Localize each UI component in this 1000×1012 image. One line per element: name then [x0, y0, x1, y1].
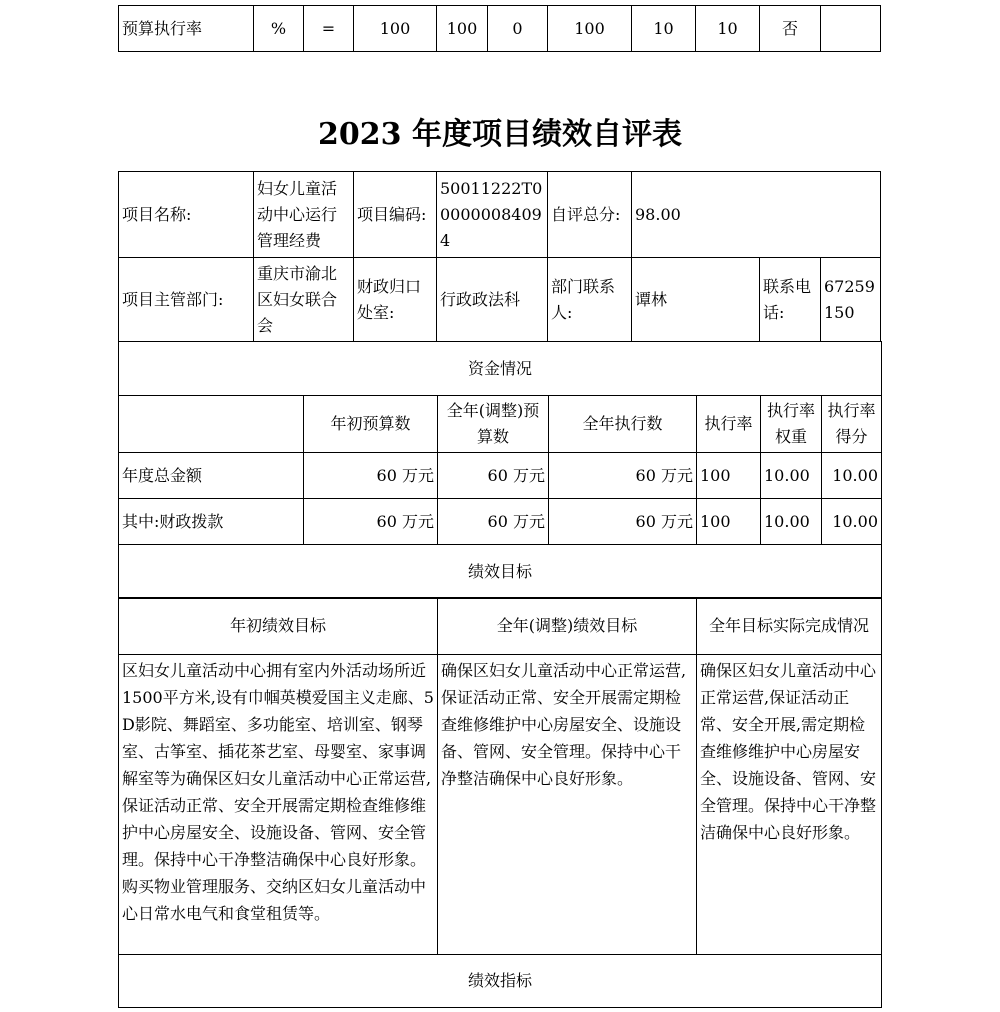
score-value: 98.00 — [632, 172, 881, 258]
indicators-section-header: 绩效指标 — [119, 955, 882, 1008]
goals-adjusted-text: 确保区妇女儿童活动中心正常运营,保证活动正常、安全开展需定期检查维修维护中心房屋安全、设施设备、管网、安全管理。保持中心干净整洁确保中心良好形象。 — [438, 655, 697, 955]
table-row — [119, 396, 882, 453]
goals-actual-text: 确保区妇女儿童活动中心正常运营,保证活动正常、安全开展,需定期检查维修维护中心房屋安全、设施设备、管网、安全管理。保持中心干净整洁确保中心良好形象。 — [697, 655, 882, 955]
previous-indicator-table — [118, 5, 881, 52]
finance-label: 财政归口处室: — [354, 258, 437, 343]
goals-section-header: 绩效目标 — [119, 545, 882, 599]
contact-label: 部门联系人: — [548, 258, 632, 343]
goals-header-initial: 年初绩效目标 — [119, 598, 438, 655]
page-title: 2023 年度项目绩效自评表 — [318, 117, 682, 152]
funds-header-blank — [119, 396, 304, 453]
funds-initial: 60 万元 — [304, 499, 438, 545]
funds-adjusted: 60 万元 — [438, 499, 549, 545]
indicator-value: 100 — [437, 6, 488, 52]
table-row — [119, 172, 881, 258]
funds-adjusted: 60 万元 — [438, 453, 549, 499]
funds-header-weight: 执行率权重 — [761, 396, 822, 453]
table-row — [119, 258, 881, 343]
indicator-unit: % — [254, 6, 304, 52]
table-row — [119, 545, 882, 599]
project-name-value: 妇女儿童活动中心运行管理经费 — [254, 172, 354, 258]
funds-header-executed: 全年执行数 — [549, 396, 697, 453]
funds-rate: 100 — [697, 453, 761, 499]
funds-score: 10.00 — [822, 453, 882, 499]
funds-weight: 10.00 — [761, 499, 822, 545]
dept-value: 重庆市渝北区妇女联合会 — [254, 258, 354, 343]
goals-header-adjusted: 全年(调整)绩效目标 — [438, 598, 697, 655]
project-code-label: 项目编码: — [354, 172, 437, 258]
indicator-value: 10 — [632, 6, 696, 52]
project-code-value: 50011222T000000084094 — [437, 172, 548, 258]
phone-value: 67259150 — [821, 258, 881, 343]
table-row — [119, 453, 882, 499]
funds-rate: 100 — [697, 499, 761, 545]
funds-executed: 60 万元 — [549, 499, 697, 545]
funds-row-label: 其中:财政拨款 — [119, 499, 304, 545]
phone-label: 联系电话: — [760, 258, 821, 343]
funds-weight: 10.00 — [761, 453, 822, 499]
funds-header-adjusted: 全年(调整)预算数 — [438, 396, 549, 453]
table-row — [119, 342, 882, 396]
finance-value: 行政政法科 — [437, 258, 548, 343]
funds-row-label: 年度总金额 — [119, 453, 304, 499]
project-name-label: 项目名称: — [119, 172, 254, 258]
indicator-operator: = — [304, 6, 354, 52]
table-row — [119, 6, 881, 52]
indicator-value: 100 — [354, 6, 437, 52]
contact-value: 谭林 — [632, 258, 760, 343]
funds-header-score: 执行率得分 — [822, 396, 882, 453]
funds-executed: 60 万元 — [549, 453, 697, 499]
table-row — [119, 499, 882, 545]
indicator-name: 预算执行率 — [119, 6, 254, 52]
funds-score: 10.00 — [822, 499, 882, 545]
table-row — [119, 598, 882, 655]
indicator-flag: 否 — [760, 6, 821, 52]
funds-header-rate: 执行率 — [697, 396, 761, 453]
funds-header-initial: 年初预算数 — [304, 396, 438, 453]
dept-label: 项目主管部门: — [119, 258, 254, 343]
indicator-empty — [821, 6, 881, 52]
goals-header-actual: 全年目标实际完成情况 — [697, 598, 882, 655]
table-row — [119, 955, 882, 1008]
goals-table — [118, 597, 882, 1008]
funds-and-goals-table — [118, 341, 882, 599]
indicator-value: 0 — [488, 6, 548, 52]
indicator-value: 100 — [548, 6, 632, 52]
goals-initial-text: 区妇女儿童活动中心拥有室内外活动场所近1500平方米,设有巾帼英模爱国主义走廊、5D影院、舞蹈室、多功能室、培训室、钢琴室、古筝室、插花茶艺室、母婴室、家事调解室等为确保区妇女儿童活动中心正常运营,保证活动正常、安全开展需定期检查维修维护中心房屋安全、设施设备、管网、安全管理。保持中心干净整洁确保中心良好形象。购买物业管理服务、交纳区妇女儿童活动中心日常水电气和食堂租赁等。 — [119, 655, 438, 955]
score-label: 自评总分: — [548, 172, 632, 258]
funds-section-title: 资金情况 — [119, 342, 882, 396]
funds-initial: 60 万元 — [304, 453, 438, 499]
indicator-value: 10 — [696, 6, 760, 52]
table-row — [119, 655, 882, 955]
